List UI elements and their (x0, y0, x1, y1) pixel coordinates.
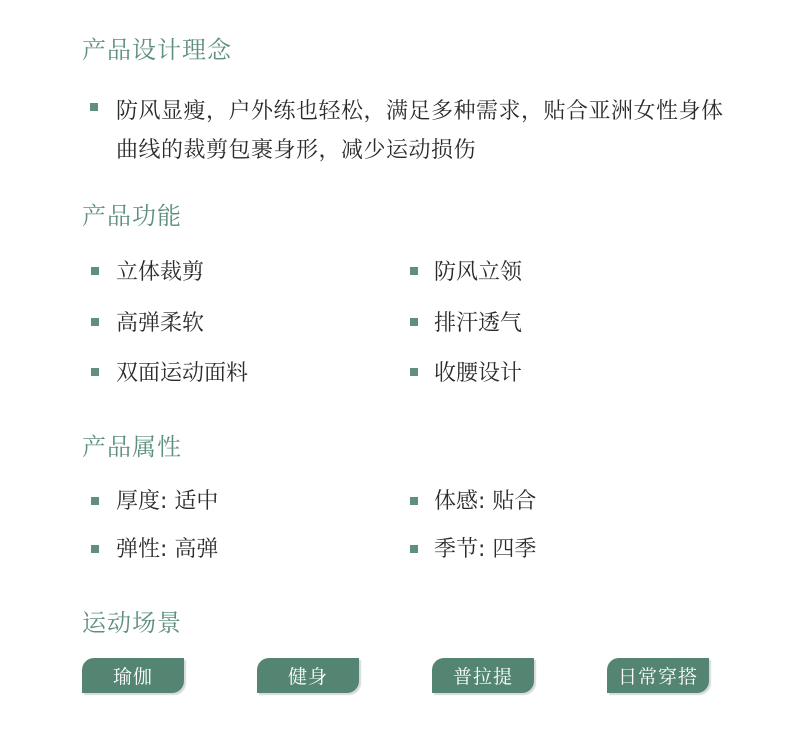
scene-tag-yoga: 瑜伽 (82, 658, 184, 693)
feature-item: 双面运动面料 (116, 361, 249, 386)
feature-bullet (91, 267, 99, 275)
scene-tag-fitness: 健身 (257, 658, 359, 693)
concept-text: 防风显瘦，户外练也轻松，满足多种需求，贴合亚洲女性身体曲线的裁剪包裹身形，减少运动损伤 (116, 99, 724, 163)
attribute-bullet (410, 545, 418, 553)
attribute-bullet (410, 497, 418, 505)
feature-bullet (91, 368, 99, 376)
scene-tag-daily-wear: 日常穿搭 (607, 658, 709, 693)
feature-item: 收腰设计 (434, 361, 523, 386)
feature-bullet (410, 318, 418, 326)
attribute-bullet (91, 545, 99, 553)
feature-bullet (410, 267, 418, 275)
scenes-title: 运动场景 (82, 609, 182, 637)
attribute-item: 厚度: 适中 (116, 489, 219, 514)
attribute-item: 弹性: 高弹 (116, 537, 219, 562)
feature-item: 防风立领 (434, 260, 523, 285)
attribute-item: 季节: 四季 (434, 537, 537, 562)
attributes-title: 产品属性 (82, 433, 182, 461)
feature-bullet (91, 318, 99, 326)
concept-title: 产品设计理念 (82, 36, 232, 64)
attribute-bullet (91, 497, 99, 505)
feature-bullet (410, 368, 418, 376)
scene-tag-pilates: 普拉提 (432, 658, 534, 693)
feature-item: 高弹柔软 (116, 311, 205, 336)
concept-bullet (90, 103, 98, 111)
feature-item: 排汗透气 (434, 311, 523, 336)
attribute-item: 体感: 贴合 (434, 489, 537, 514)
feature-item: 立体裁剪 (116, 260, 205, 285)
features-title: 产品功能 (82, 202, 182, 230)
